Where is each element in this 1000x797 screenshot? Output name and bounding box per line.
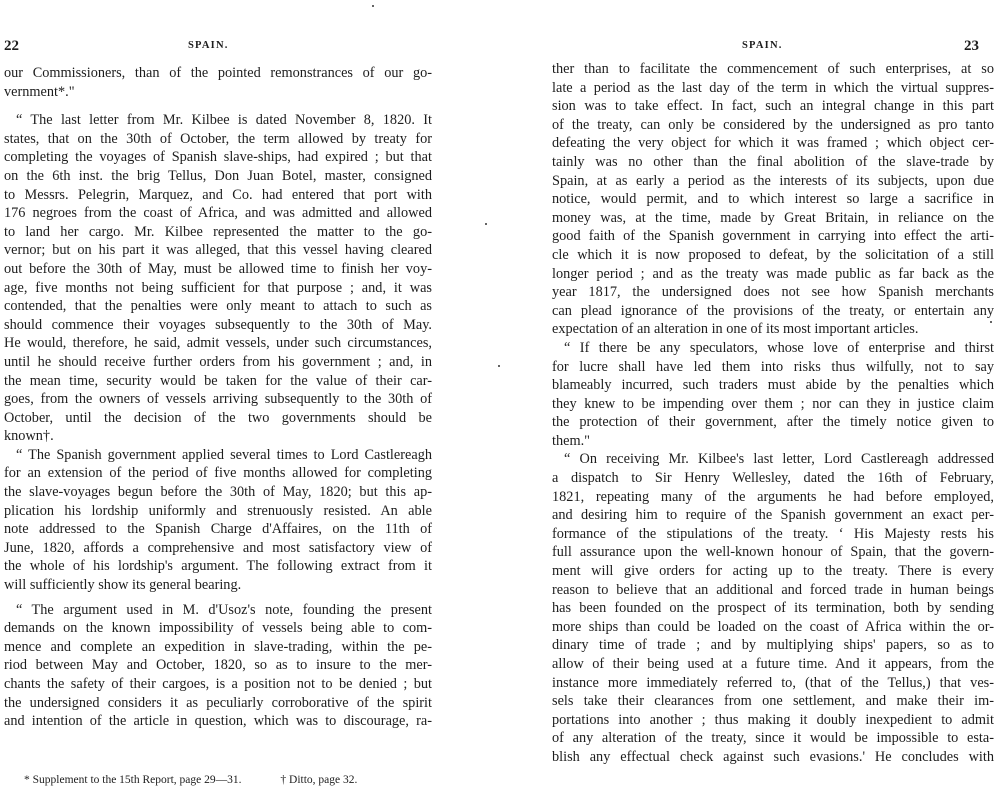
text-line: to land her cargo. Mr. Kilbee represented the matter to the go-	[4, 223, 432, 240]
text-line: “ If there be any speculators, whose love of enterprise and thirst	[564, 339, 994, 356]
text-line: Spain, at as early a period as the interests of its subjects, upon due	[552, 172, 994, 189]
running-head: SPAIN.	[742, 40, 783, 51]
text-line: and desiring him to require of the Spanish government an exact per-	[552, 507, 994, 524]
scan-speck	[372, 5, 374, 7]
text-line: ment will give orders for acting up to the treaty. There is every	[552, 563, 994, 580]
text-line: longer period ; and as the treaty was made public as far back as the	[552, 265, 994, 282]
text-line: “ The argument used in M. d'Usoz's note, founding the present	[16, 601, 432, 618]
footnotes	[24, 774, 357, 786]
text-line: defeating the very object for which it was framed ; which object cer-	[552, 135, 994, 152]
text-line: the slave-voyages begun before the 30th of May, 1820; but this ap-	[4, 484, 432, 501]
text-line: vernor; but on his part it was alleged, that this vessel having cleared	[4, 242, 432, 259]
text-line: instance more immediately referred to, (that of the Tellus,) that ves-	[552, 674, 994, 691]
text-line: expectation of an alteration in one of its most important articles.	[552, 321, 919, 338]
text-line: money was, at the time, made by Great Britain, in reliance on the	[552, 209, 994, 226]
text-line: blish any effectual check against such evasions.' He concludes with	[552, 748, 994, 765]
footnote-2: † Ditto, page 32.	[280, 774, 358, 786]
text-line: contended, that the penalties were only meant to attach to such as	[4, 298, 432, 315]
text-line: and intention of the article in question, which was to discourage, ra-	[4, 713, 432, 730]
text-line: on the 6th inst. the brig Tellus, Don Juan Botel, master, consigned	[4, 167, 432, 184]
page-body	[552, 60, 994, 767]
text-line: “ On receiving Mr. Kilbee's last letter, Lord Castlereagh addressed	[564, 451, 994, 468]
text-line: portations into another ; thus making it doubly inexpedient to admit	[552, 711, 994, 728]
text-line: plication his lordship uniformly and strenuously resisted. An able	[4, 502, 432, 519]
text-line: has been founded on the prospect of its termination, both by sending	[552, 600, 994, 617]
text-line: year 1817, the undersigned does not see how Spanish merchants	[552, 284, 994, 301]
footnote-1: * Supplement to the 15th Report, page 29—31.	[24, 774, 242, 786]
text-line: the mean time, security would be taken for the value of their car-	[4, 372, 432, 389]
text-line: note addressed to the Spanish Charge d'Affaires, on the 11th of	[4, 521, 432, 538]
text-line: cle which it is now proposed to defeat, by the solicitation of a still	[552, 246, 994, 263]
page-number: 22	[4, 38, 19, 54]
text-line: dinary time of trade ; and by multiplying ships' papers, so as to	[552, 637, 994, 654]
text-line: notice, would permit, and to which interest so large a sacrifice in	[552, 191, 994, 208]
text-line: 176 negroes from the coast of Africa, and was admitted and allowed	[4, 205, 432, 222]
text-line: for an extension of the period of five months allowed for completing	[4, 465, 432, 482]
text-line: good faith of the Spanish government in carrying into effect the arti-	[552, 228, 994, 245]
paragraph-gap	[4, 101, 432, 111]
text-line: completing the voyages of Spanish slave-ships, had expired ; but that	[4, 149, 432, 166]
text-line: June, 1820, affords a comprehensive and most satisfactory view of	[4, 539, 432, 556]
text-line: late a period as the last day of the term in which the virtual suppres-	[552, 79, 994, 96]
text-line: formance of the stipulations of the treaty. ‘ His Majesty rests his	[552, 525, 994, 542]
running-head: SPAIN.	[188, 40, 229, 51]
text-line: full assurance upon the well-known honour of Spain, that the govern-	[552, 544, 994, 561]
scan-speck	[485, 223, 487, 225]
text-line: 1821, repeating many of the arguments he had before employed,	[552, 488, 994, 505]
text-line: “ The last letter from Mr. Kilbee is dated November 8, 1820. It	[16, 112, 432, 129]
text-line: the undersigned considers it as peculiarly corroborative of the spirit	[4, 694, 432, 711]
scan-speck	[498, 365, 500, 367]
text-line: them."	[552, 432, 590, 449]
text-line: ther than to facilitate the commencement of such enterprises, at so	[552, 61, 994, 77]
page-body	[4, 64, 432, 731]
text-line: He would, therefore, he said, admit vessels, under such circumstances,	[4, 335, 432, 352]
right-page	[530, 0, 1000, 797]
text-line: will sufficiently show its general bearing.	[4, 577, 242, 594]
left-page	[0, 0, 470, 797]
page-number: 23	[964, 38, 979, 54]
text-line: the protection of their government, after the timely notice given to	[552, 414, 994, 431]
text-line: until he should receive further orders from his government ; and, in	[4, 353, 432, 370]
text-line: riod between May and October, 1820, so as to insure to the mer-	[4, 657, 432, 674]
text-line: a dispatch to Sir Henry Wellesley, dated the 16th of February,	[552, 470, 994, 487]
text-line: out before the 30th of May, must be allowed time to finish her voy-	[4, 260, 432, 277]
text-line: reason to believe that an additional and forced trade in human beings	[552, 581, 994, 598]
text-line: can plead ignorance of the provisions of the treaty, or entertain any	[552, 302, 994, 319]
text-line: sion was to take effect. In fact, such an integral change in this part	[552, 98, 994, 115]
text-line: of any alteration of the treaty, since it would be impossible to esta-	[552, 730, 994, 747]
text-line: known†.	[4, 428, 54, 445]
text-line: tainly was no other than the final abolition of the slave-trade by	[552, 153, 994, 170]
text-line: allow of their being used at a future time. And it appears, from the	[552, 656, 994, 672]
text-line: the whole of his lordship's argument. The following extract from it	[4, 558, 432, 575]
text-line: they knew to be impending over them ; nor can they in justice claim	[552, 395, 994, 412]
text-line: more ships than could be loaded on the coast of Africa within the or-	[552, 618, 994, 635]
text-line: demands on the known impossibility of vessels being able to com-	[4, 620, 432, 637]
text-line: “ The Spanish government applied several times to Lord Castlereagh	[16, 446, 432, 463]
text-line: of the treaty, can only be considered by the undersigned as pro tanto	[552, 116, 994, 133]
text-line: our Commissioners, than of the pointed remonstrances of our go-	[4, 65, 432, 81]
text-line: October, until the decision of the two governments should be	[4, 409, 432, 426]
text-line: goes, from the owners of vessels arriving subsequently to the 30th of	[4, 391, 432, 408]
text-line: mence and complete an expedition in slave-trading, within the pe-	[4, 638, 432, 655]
text-line: to Messrs. Pelegrin, Marquez, and Co. had entered that port with	[4, 186, 432, 203]
text-line: age, five months not being sufficient for that purpose ; and, it was	[4, 279, 432, 296]
text-line: should commence their voyages subsequently to the 30th of May.	[4, 316, 432, 333]
scan-speck	[990, 321, 992, 323]
text-line: chants the safety of their cargoes, is a position not to be denied ; but	[4, 676, 432, 692]
text-line: states, that on the 30th of October, the term allowed by treaty for	[4, 130, 432, 147]
text-line: vernment*."	[4, 83, 75, 100]
text-line: blameably incurred, such traders must abide by the penalties which	[552, 377, 994, 394]
text-line: for lucre shall have led them into risks thus wilfully, not to say	[552, 358, 994, 375]
text-line: sels take their clearances from one settlement, and make their im-	[552, 693, 994, 710]
